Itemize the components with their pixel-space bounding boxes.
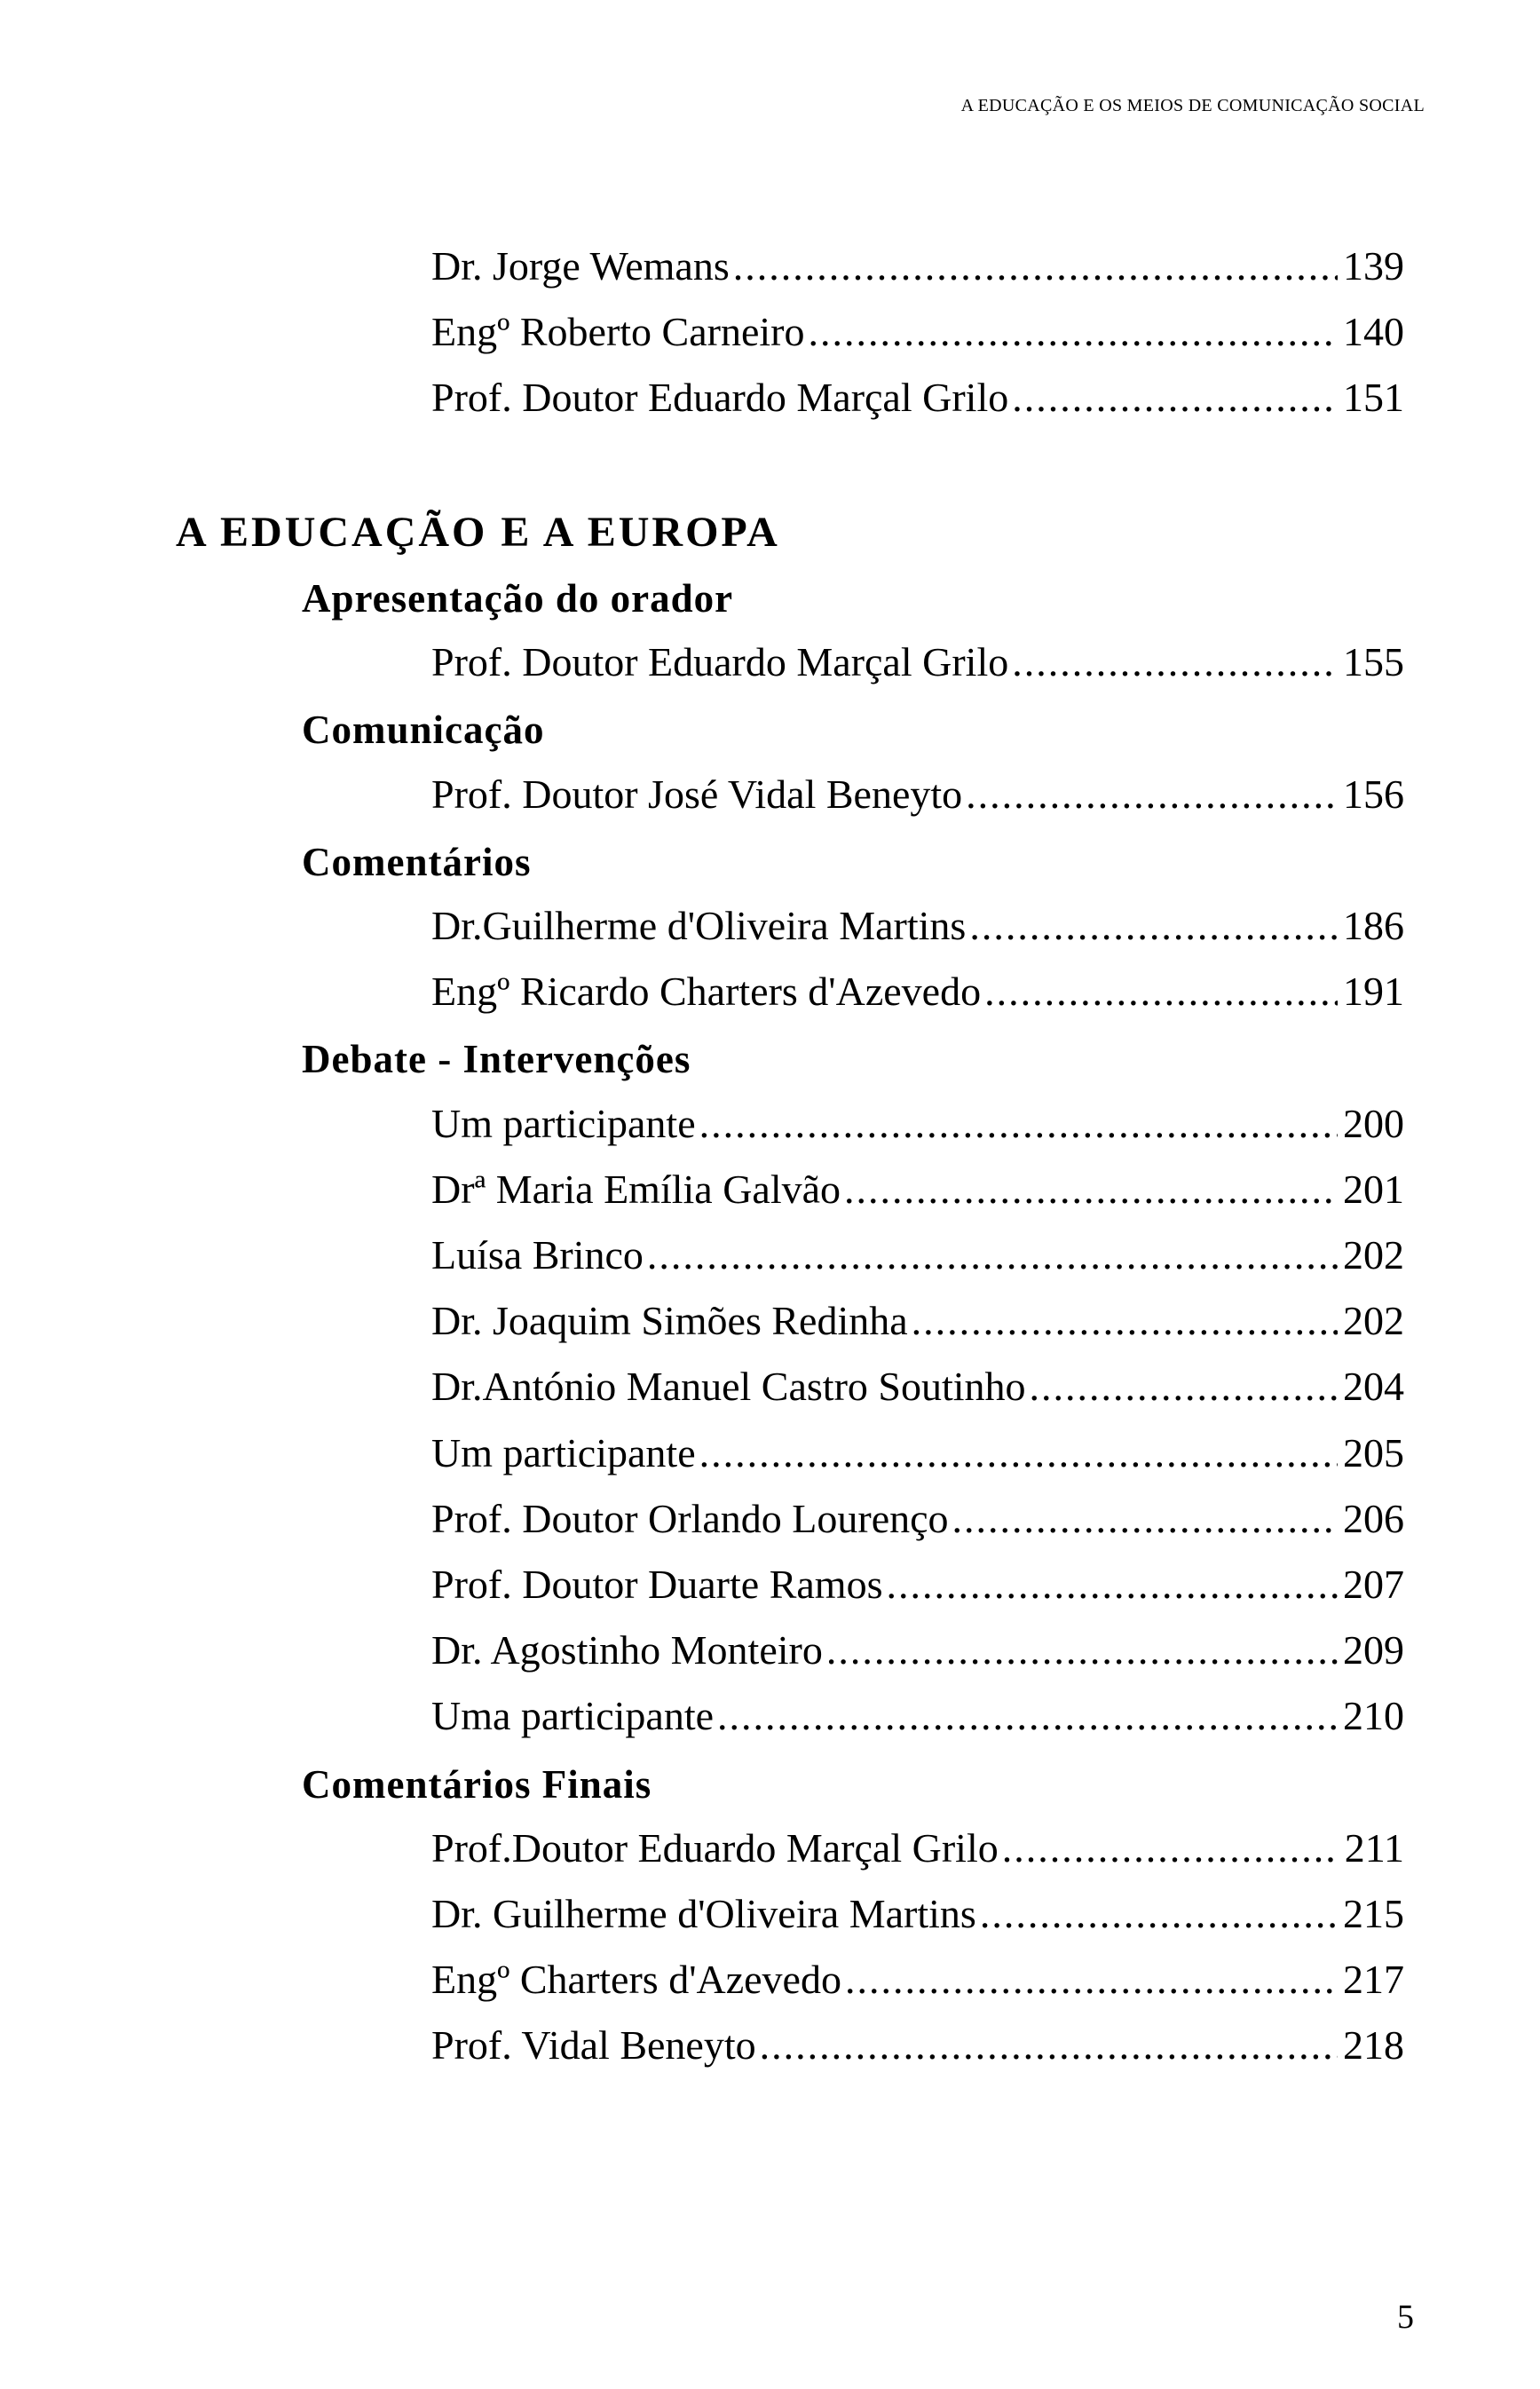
dot-leader	[886, 1560, 1338, 1610]
toc-entry-page: 156	[1343, 771, 1404, 817]
dot-leader	[699, 1099, 1338, 1149]
subsection-heading: Comentários Finais	[302, 1762, 652, 1807]
toc-entry	[431, 1691, 1404, 1741]
toc-entry-name: Dr. Joaquim Simões Redinha	[431, 1298, 908, 1343]
toc-entry	[431, 967, 1404, 1017]
toc-entry	[431, 1230, 1404, 1280]
toc-entry	[431, 1955, 1404, 2005]
toc-entry-page: 207	[1343, 1562, 1404, 1607]
toc-entry-name: Prof. Vidal Beneyto	[431, 2022, 756, 2068]
toc-entry-name: Prof. Doutor José Vidal Beneyto	[431, 771, 963, 817]
toc-entry-page: 215	[1343, 1891, 1404, 1936]
dot-leader	[980, 1889, 1338, 1939]
toc-entry	[431, 1296, 1404, 1346]
dot-leader	[912, 1296, 1338, 1346]
dot-leader	[845, 1955, 1338, 2005]
toc-entry	[431, 1889, 1404, 1939]
toc-entry-name: Prof. Doutor Eduardo Marçal Grilo	[431, 375, 1009, 420]
toc-entry-name: Uma participante	[431, 1693, 715, 1738]
toc-entry	[431, 241, 1404, 291]
page-number: 5	[1397, 2298, 1414, 2336]
toc-entry-page: 140	[1343, 309, 1404, 354]
toc-entry	[431, 770, 1404, 819]
dot-leader	[1030, 1362, 1338, 1412]
toc-entry-name: Um participante	[431, 1430, 696, 1475]
dot-leader	[733, 241, 1338, 291]
section-title: A EDUCAÇÃO E A EUROPA	[176, 509, 780, 556]
dot-leader	[984, 967, 1338, 1017]
toc-entry-page: 139	[1343, 243, 1404, 289]
toc-entry-name: Um participante	[431, 1101, 696, 1146]
toc-entry	[431, 307, 1404, 357]
toc-entry-name: Dr. Agostinho Monteiro	[431, 1627, 823, 1673]
dot-leader	[760, 2021, 1338, 2070]
toc-entry-name: Engº Roberto Carneiro	[431, 309, 805, 354]
subsection-heading: Comunicação	[302, 708, 545, 752]
toc-entry-name: Dr.Guilherme d'Oliveira Martins	[431, 903, 967, 948]
toc-entry-name: Prof.Doutor Eduardo Marçal Grilo	[431, 1825, 999, 1871]
toc-entry	[431, 1626, 1404, 1675]
toc-entry-page: 202	[1343, 1232, 1404, 1278]
subsection-heading: Debate - Intervenções	[302, 1037, 691, 1081]
toc-entry	[431, 2021, 1404, 2070]
dot-leader	[1002, 1823, 1339, 1873]
toc-entry-page: 151	[1343, 375, 1404, 420]
toc-entry	[431, 1494, 1404, 1544]
toc-entry-name: Engº Ricardo Charters d'Azevedo	[431, 969, 982, 1014]
toc-entry-page: 201	[1343, 1167, 1404, 1212]
dot-leader	[717, 1691, 1338, 1741]
toc-entry-page: 191	[1343, 969, 1404, 1014]
toc-entry-name: Dr.António Manuel Castro Soutinho	[431, 1364, 1026, 1409]
toc-entry-name: Engº Charters d'Azevedo	[431, 1957, 841, 2002]
dot-leader	[844, 1165, 1338, 1214]
toc-entry-page: 217	[1343, 1957, 1404, 2002]
toc-entry-name: Drª Maria Emília Galvão	[431, 1167, 841, 1212]
toc-entry-name: Dr. Guilherme d'Oliveira Martins	[431, 1891, 976, 1936]
toc-entry-name: Dr. Jorge Wemans	[431, 243, 730, 289]
toc-entry-page: 218	[1343, 2022, 1404, 2068]
toc-entry-page: 209	[1343, 1627, 1404, 1673]
toc-entry	[431, 901, 1404, 951]
running-head: A EDUCAÇÃO E OS MEIOS DE COMUNICAÇÃO SOCIAL	[960, 96, 1425, 115]
toc-entry	[431, 1362, 1404, 1412]
toc-entry	[431, 637, 1404, 687]
dot-leader	[1012, 637, 1338, 687]
toc-entry-page: 155	[1343, 639, 1404, 684]
toc-entry-name: Prof. Doutor Orlando Lourenço	[431, 1496, 949, 1541]
toc-entry	[431, 373, 1404, 423]
toc-entry	[431, 1428, 1404, 1478]
toc-entry-page: 204	[1343, 1364, 1404, 1409]
toc-entry-page: 211	[1344, 1825, 1404, 1871]
toc-entry-page: 206	[1343, 1496, 1404, 1541]
toc-entry-name: Luísa Brinco	[431, 1232, 644, 1278]
dot-leader	[966, 770, 1338, 819]
dot-leader	[1012, 373, 1338, 423]
toc-entry-page: 210	[1343, 1693, 1404, 1738]
dot-leader	[969, 901, 1338, 951]
toc-entry	[431, 1823, 1404, 1873]
toc-entry-page: 186	[1343, 903, 1404, 948]
toc-entry-name: Prof. Doutor Eduardo Marçal Grilo	[431, 639, 1009, 684]
subsection-heading: Apresentação do orador	[302, 576, 734, 621]
dot-leader	[826, 1626, 1338, 1675]
toc-entry-name: Prof. Doutor Duarte Ramos	[431, 1562, 883, 1607]
dot-leader	[809, 307, 1339, 357]
toc-entry-page: 200	[1343, 1101, 1404, 1146]
toc-entry	[431, 1099, 1404, 1149]
toc-entry-page: 205	[1343, 1430, 1404, 1475]
toc-entry	[431, 1165, 1404, 1214]
toc-entry	[431, 1560, 1404, 1610]
dot-leader	[952, 1494, 1338, 1544]
subsection-heading: Comentários	[302, 840, 532, 884]
dot-leader	[699, 1428, 1338, 1478]
dot-leader	[647, 1230, 1338, 1280]
toc-entry-page: 202	[1343, 1298, 1404, 1343]
